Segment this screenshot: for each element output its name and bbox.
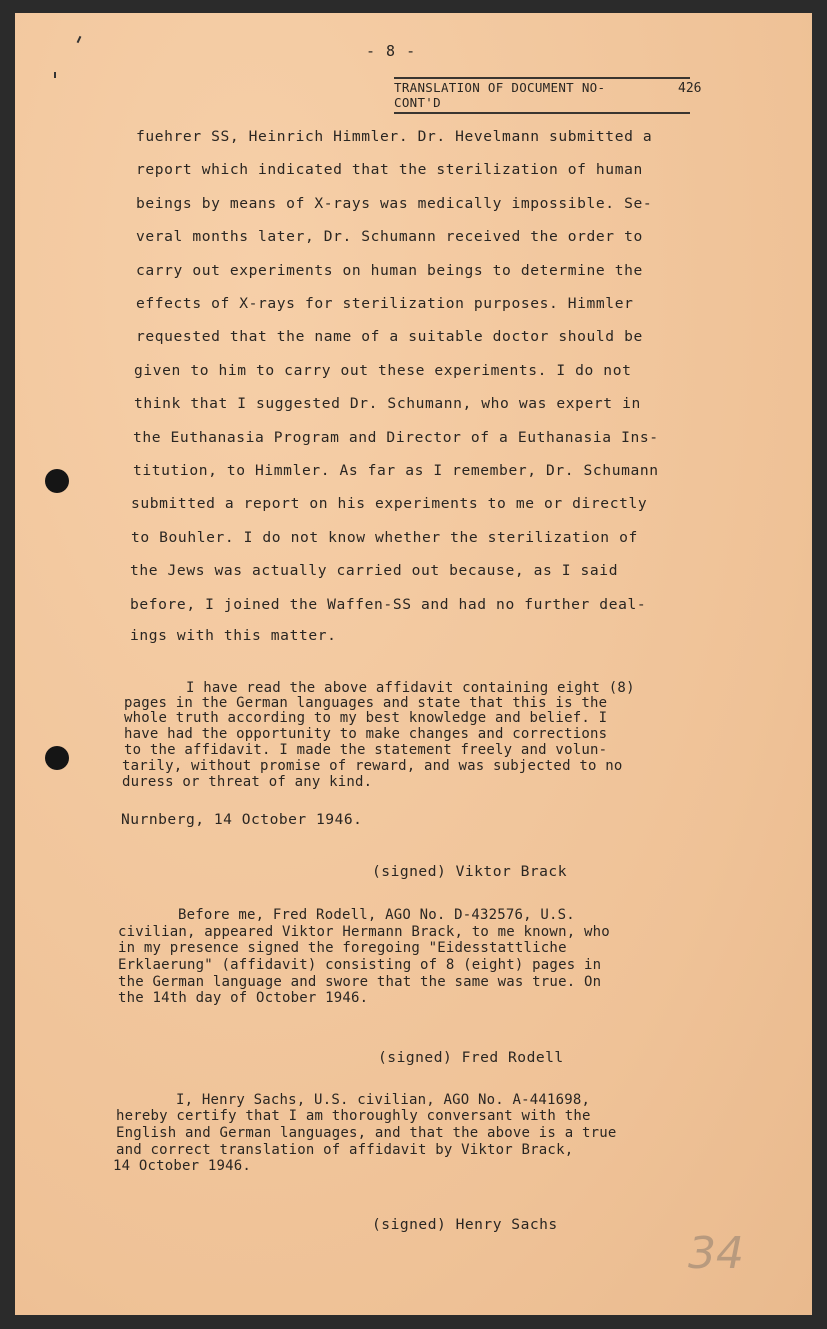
body-line: the Jews was actually carried out because, as I said [130,562,619,579]
affidavit-line: I have read the above affidavit containing eight (8) [186,680,635,696]
body-line: effects of X-rays for sterilization purposes. Himmler [136,295,634,312]
body-line: ings with this matter. [130,627,337,644]
header-rule-top [394,77,690,79]
certificate-line: 14 October 1946. [113,1158,252,1174]
body-line: given to him to carry out these experiments. I do not [134,362,632,379]
body-line: submitted a report on his experiments to me or directly [131,495,648,512]
body-line: before, I joined the Waffen-SS and had no further deal- [130,596,647,613]
body-line: beings by means of X-rays was medically impossible. Se- [136,195,653,212]
affidavit-line: duress or threat of any kind. [122,774,373,790]
certificate-line: English and German languages, and that the above is a true [116,1125,617,1141]
body-line: titution, to Himmler. As far as I remember, Dr. Schumann [133,462,659,479]
jurat-line: the 14th day of October 1946. [118,990,369,1006]
body-line: the Euthanasia Program and Director of a Euthanasia Ins- [133,429,659,446]
jurat-line: in my presence signed the foregoing "Eidesstattliche [118,940,567,956]
affidavit-line: to the affidavit. I made the statement freely and volun- [124,742,608,758]
body-line: fuehrer SS, Heinrich Himmler. Dr. Hevelmann submitted a [136,128,653,145]
header-rule-bottom [394,112,690,114]
folio-number: 34 [688,1228,744,1279]
signature-sachs: (signed) Henry Sachs [372,1216,558,1233]
jurat-line: civilian, appeared Viktor Hermann Brack, to me known, who [118,924,610,940]
certificate-line: I, Henry Sachs, U.S. civilian, AGO No. A-441698, [176,1092,591,1108]
header-continued: CONT'D [394,95,441,110]
page-number: - 8 - [366,42,417,60]
body-line: veral months later, Dr. Schumann received the order to [136,228,643,245]
body-line: think that I suggested Dr. Schumann, who was expert in [134,395,641,412]
certificate-line: and correct translation of affidavit by Viktor Brack, [116,1142,574,1158]
affidavit-line: tarily, without promise of reward, and was subjected to no [122,758,623,774]
body-line: report which indicated that the sterilization of human [136,161,643,178]
jurat-line: Erklaerung" (affidavit) consisting of 8 (eight) pages in [118,957,602,973]
punch-hole-lower [45,746,69,770]
body-line: to Bouhler. I do not know whether the sterilization of [131,529,638,546]
body-line: carry out experiments on human beings to determine the [136,262,643,279]
ink-mark [54,72,56,78]
affidavit-line: have had the opportunity to make changes and corrections [124,726,608,742]
jurat-line: Before me, Fred Rodell, AGO No. D-432576, U.S. [178,907,575,923]
signature-brack: (signed) Viktor Brack [372,863,568,880]
jurat-line: the German language and swore that the same was true. On [118,974,602,990]
document-number: 426 [678,81,702,96]
signature-rodell: (signed) Fred Rodell [378,1049,564,1066]
affidavit-line: whole truth according to my best knowledge and belief. I [124,710,608,726]
header-title: TRANSLATION OF DOCUMENT NO- [394,80,606,95]
punch-hole-upper [45,469,69,493]
certificate-line: hereby certify that I am thoroughly conversant with the [116,1108,591,1124]
place-date: Nurnberg, 14 October 1946. [121,811,363,828]
body-line: requested that the name of a suitable doctor should be [136,328,643,345]
affidavit-line: pages in the German languages and state that this is the [124,695,608,711]
